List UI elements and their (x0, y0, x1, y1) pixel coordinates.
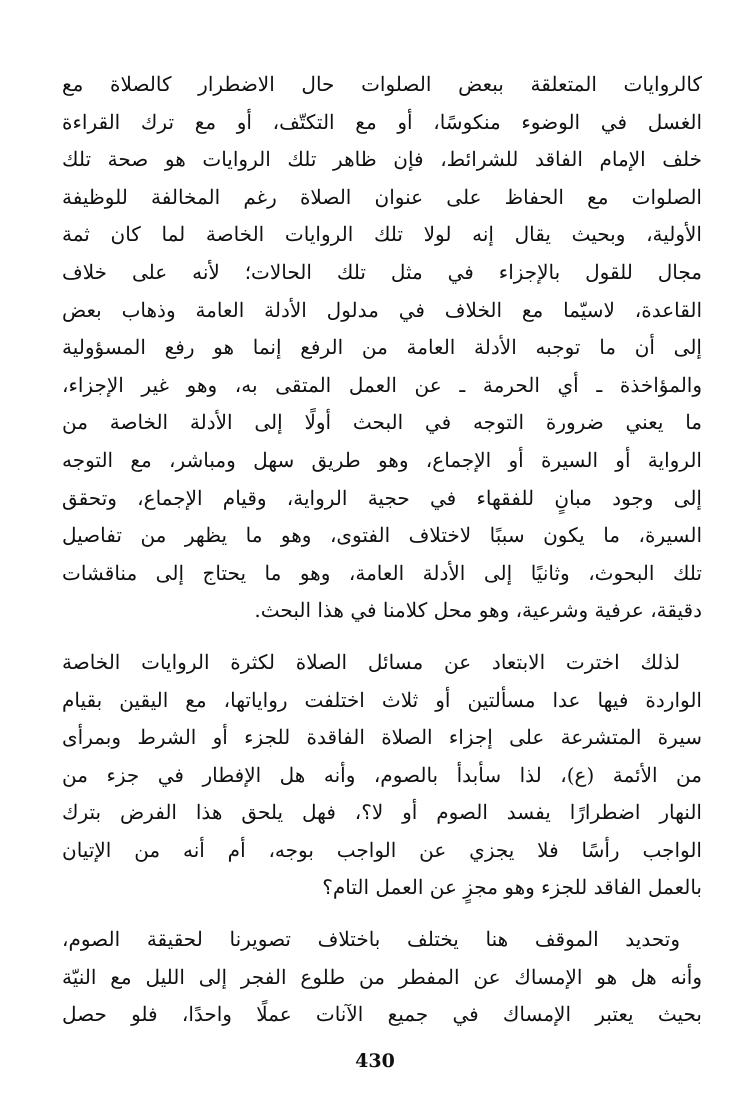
text-line: الواردة فيها عدا مسألتين أو ثلاث اختلفت رواياتها، مع اليقين بقيام (62, 687, 702, 712)
text-line: إلى أن ما توجبه الأدلة العامة من الرفع إنما هو رفع المسؤولية (62, 335, 702, 360)
text-line: بحيث يعتبر الإمساك في جميع الآنات عملًا واحدًا، فلو حصل (62, 1002, 702, 1027)
text-line: إلى وجود مبانٍ للفقهاء في حجية الرواية، وقيام الإجماع، وتحقق (62, 485, 702, 510)
text-line: سيرة المتشرعة على إجزاء الصلاة الفاقدة للجزء أو الشرط وبمرأى (62, 725, 702, 750)
text-line: بالعمل الفاقد للجزء وهو مجزٍ عن العمل التام؟ (322, 875, 702, 900)
text-line: السيرة، ما يكون سببًا لاختلاف الفتوى، وهو ما يظهر من تفاصيل (62, 523, 702, 548)
text-line: الصلوات مع الحفاظ على عنوان الصلاة رغم المخالفة للوظيفة (62, 184, 702, 209)
text-line: وأنه هل هو الإمساك عن المفطر من طلوع الفجر إلى الليل مع النيّة (62, 964, 702, 989)
paragraph-spacer (62, 630, 702, 644)
text-line: لذلك اخترت الابتعاد عن مسائل الصلاة لكثرة الروايات الخاصة (62, 649, 680, 674)
text-line: مجال للقول بالإجزاء في مثل تلك الحالات؛ لأنه على خلاف (62, 259, 702, 284)
text-line: من الأئمة (ع)، لذا سأبدأ بالصوم، وأنه هل الإفطار في جزء من (62, 762, 702, 787)
text-line: كالروايات المتعلقة ببعض الصلوات حال الاضطرار كالصلاة مع (62, 72, 702, 96)
text-line: والمؤاخذة ـ أي الحرمة ـ عن العمل المتقى به، وهو غير الإجزاء، (62, 372, 702, 397)
text-line: الأولية، وبحيث يقال إنه لولا تلك الروايات الخاصة لما كان ثمة (62, 222, 702, 247)
text-line: القاعدة، لاسيّما مع الخلاف في مدلول الأدلة العامة وذهاب بعض (62, 297, 702, 322)
text-line: الواجب رأسًا فلا يجزي عن الواجب بوجه، أم أنه من الإتيان (62, 837, 702, 862)
paragraph-3 (62, 921, 702, 1034)
text-line: ما يعني ضرورة التوجه في البحث أولًا إلى الأدلة الخاصة من (62, 410, 702, 435)
paragraph-1 (62, 66, 702, 630)
body-text (62, 66, 702, 1034)
text-line: دقيقة، عرفية وشرعية، وهو محل كلامنا في هذا البحث. (254, 598, 702, 623)
text-line: الرواية أو السيرة أو الإجماع، وهو طريق سهل ومباشر، مع التوجه (62, 447, 702, 472)
page-number: 430 (355, 1050, 395, 1072)
text-line: تلك البحوث، وثانيًا إلى الأدلة العامة، وهو ما يحتاج إلى مناقشات (62, 560, 702, 585)
text-line: النهار اضطرارًا يفسد الصوم أو لا؟، فهل يلحق هذا الفرض بترك (62, 800, 702, 825)
text-line: الغسل في الوضوء منكوسًا، أو مع التكتّف، أو مع ترك القراءة (62, 109, 702, 134)
paragraph-spacer (62, 907, 702, 921)
paragraph-2 (62, 644, 702, 907)
text-line: وتحديد الموقف هنا يختلف باختلاف تصويرنا لحقيقة الصوم، (62, 927, 680, 952)
text-line: خلف الإمام الفاقد للشرائط، فإن ظاهر تلك الروايات هو صحة تلك (62, 147, 702, 172)
